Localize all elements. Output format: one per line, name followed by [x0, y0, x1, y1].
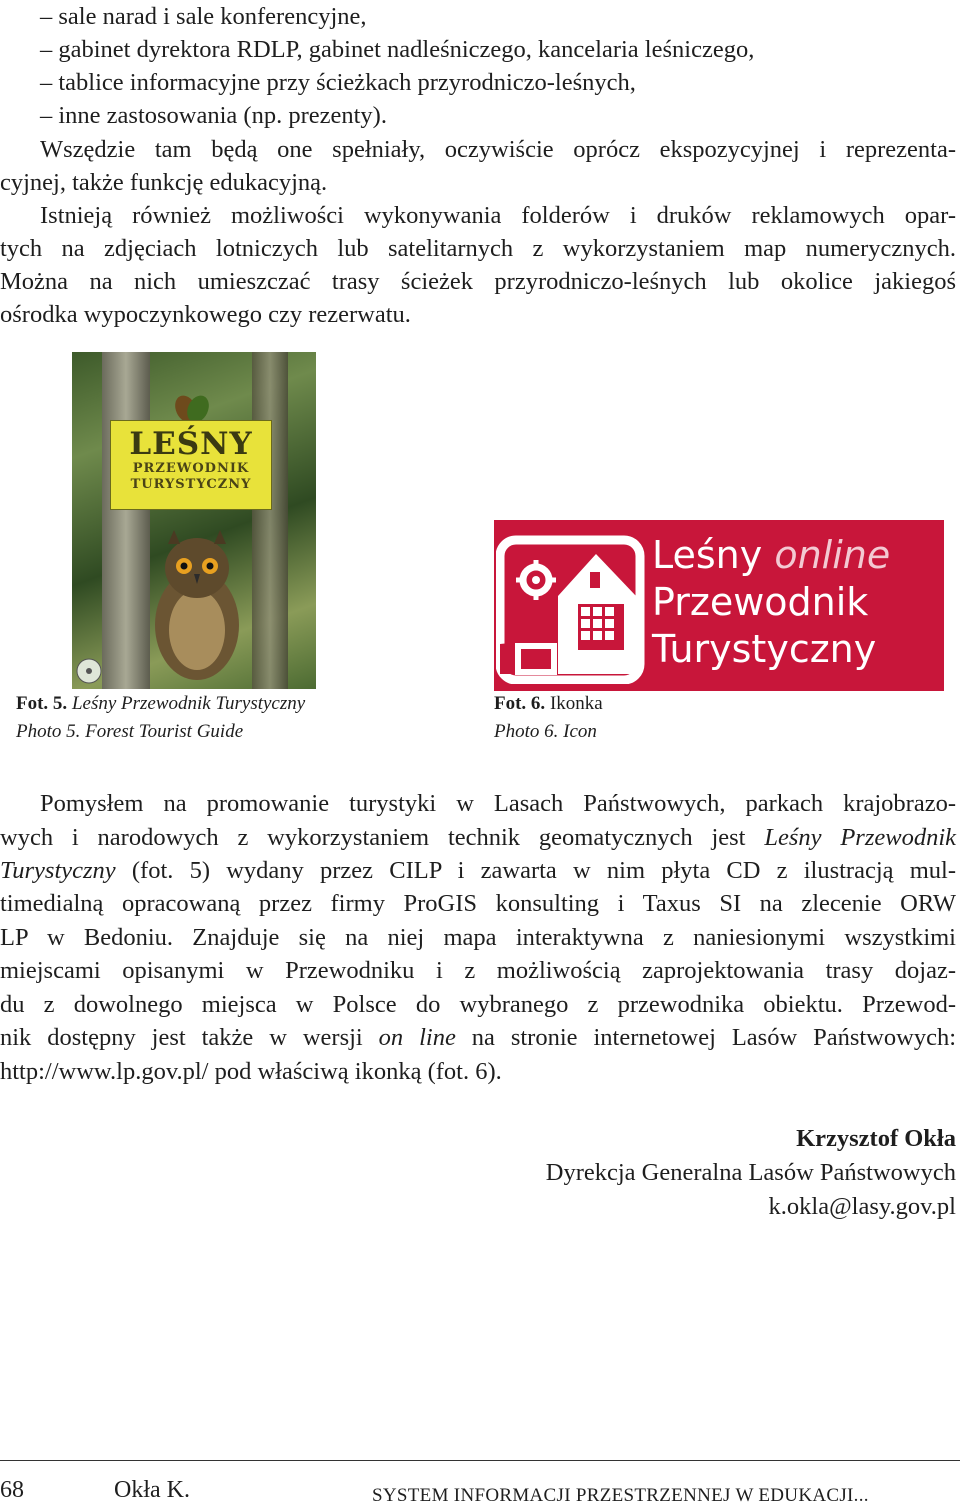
author-affiliation: Dyrekcja Generalna Lasów Państwowych	[545, 1159, 956, 1186]
footer-author: Okła K.	[114, 1477, 190, 1503]
caption-photo6	[494, 718, 597, 746]
paragraph-line: LP w Bedoniu. Znajduje się na niej mapa interaktywna z naniesionymi wszystkimi	[0, 924, 956, 951]
paragraph-line: Można na nich umieszczać trasy ścieżek przyrodniczo-leśnych lub okolice jakiegoś	[0, 268, 956, 295]
author-name: Krzysztof Okła	[796, 1125, 956, 1152]
paragraph-line	[0, 1021, 956, 1055]
paragraph-line: Wszędzie tam będą one spełniały, oczywiście oprócz ekspozycyjnej i reprezenta-	[40, 136, 956, 163]
guide-cover-photo	[72, 352, 316, 689]
caption-text: Ikonka	[549, 693, 603, 714]
brand-line: Turystyczny	[652, 627, 877, 671]
caption-fot6	[494, 690, 603, 718]
paragraph-line: miejscami opisanymi w Przewodniku i z możliwością zaprojektowania trasy dojaz-	[0, 957, 956, 984]
text-run: Leśny Przewodnik	[764, 824, 957, 851]
page-number: 68	[0, 1477, 24, 1503]
text-run: on line	[378, 1024, 456, 1051]
caption-label: Fot. 5.	[16, 693, 68, 714]
footer-title: SYSTEM INFORMACJI PRZESTRZENNEJ W EDUKACJI...	[372, 1485, 869, 1506]
cover-title-plate	[110, 420, 272, 510]
paragraph-line	[0, 821, 956, 855]
paragraph-line: ośrodka wypoczynkowego czy rezerwatu.	[0, 301, 411, 328]
paragraph-line	[0, 854, 956, 888]
brand-online: online	[774, 533, 891, 577]
paragraph-line: Istnieją również możliwości wykonywania folderów i druków reklamowych opar-	[40, 202, 956, 229]
paragraph-line: http://www.lp.gov.pl/ pod właściwą ikonką (fot. 6).	[0, 1058, 502, 1085]
text-run: nik dostępny jest także w wersji	[0, 1024, 379, 1051]
brand-line: Przewodnik	[652, 580, 869, 624]
caption-text: Photo 6. Icon	[494, 721, 597, 742]
caption-label: Fot. 6.	[494, 693, 546, 714]
online-guide-icon-image	[494, 520, 944, 691]
paragraph-line: cyjnej, także funkcję edukacyjną.	[0, 169, 328, 196]
caption-fot5	[16, 690, 305, 718]
list-item: – sale narad i sale konferencyjne,	[40, 3, 367, 30]
house-icon	[496, 534, 646, 684]
brand-line: Leśny	[652, 533, 775, 577]
list-item: – tablice informacyjne przy ścieżkach przyrodniczo-leśnych,	[40, 69, 636, 96]
paragraph-line: tych na zdjęciach lotniczych lub satelitarnych z wykorzystaniem map numerycznych.	[0, 235, 956, 262]
caption-photo5	[16, 718, 243, 746]
text-run: wych i narodowych z wykorzystaniem technik geomatycznych jest	[0, 824, 765, 851]
cover-subtitle: PRZEWODNIK	[132, 461, 250, 476]
icon-brand-text	[652, 532, 890, 673]
text-run: na stronie internetowej Lasów Państwowych:	[455, 1024, 957, 1051]
text-run: Turystyczny	[0, 857, 116, 884]
tree-trunk	[252, 352, 288, 689]
footer-divider	[0, 1460, 960, 1461]
text-run: (fot. 5) wydany przez CILP i zawarta w nim płyta CD z ilustracją mul-	[115, 857, 956, 884]
cover-subtitle: TURYSTYCZNY	[130, 477, 252, 492]
list-item: – inne zastosowania (np. prezenty).	[40, 102, 387, 129]
paragraph-line: du z dowolnego miejsca w Polsce do wybranego z przewodnika obiektu. Przewod-	[0, 991, 956, 1018]
cd-disc-icon	[76, 658, 102, 684]
caption-text: Photo 5. Forest Tourist Guide	[16, 721, 244, 742]
author-email[interactable]: k.okla@lasy.gov.pl	[768, 1193, 956, 1220]
cover-title: LEŚNY	[129, 426, 253, 462]
caption-text: Leśny Przewodnik Turystyczny	[71, 693, 306, 714]
owl-icon	[142, 530, 252, 680]
paragraph-line: timedialną opracowaną przez firmy ProGIS konsulting i Taxus SI na zlecenie ORW	[0, 890, 956, 917]
list-item: – gabinet dyrektora RDLP, gabinet nadleśniczego, kancelaria leśniczego,	[40, 36, 755, 63]
paragraph-line: Pomysłem na promowanie turystyki w Lasach Państwowych, parkach krajobrazo-	[40, 790, 956, 817]
